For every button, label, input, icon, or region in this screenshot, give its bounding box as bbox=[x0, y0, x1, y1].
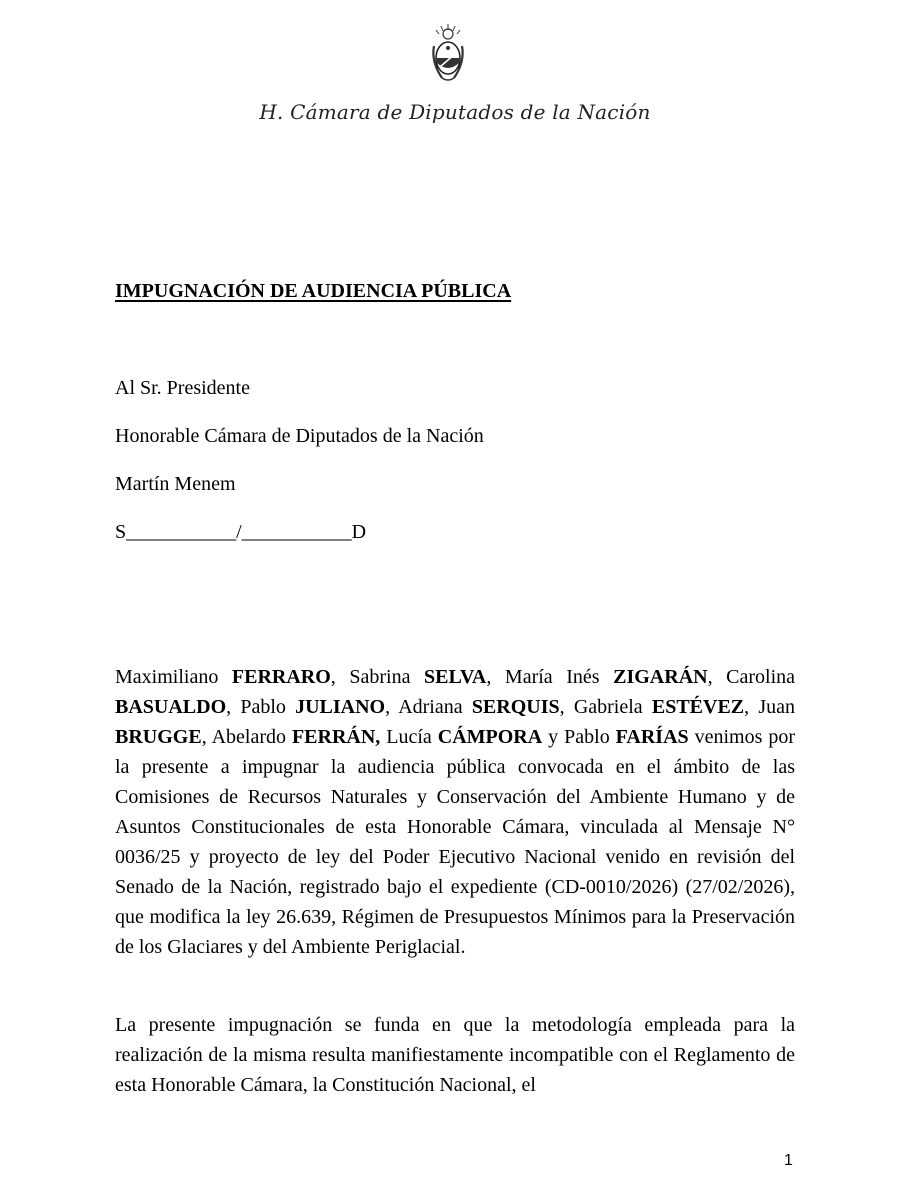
signatory-separator: , bbox=[226, 696, 241, 718]
signatory-first-name: Sabrina bbox=[349, 666, 425, 688]
signatory-surname: ZIGARÁN bbox=[613, 666, 708, 688]
signatory-surname: FERRARO bbox=[231, 666, 331, 688]
signatory-first-name: Abelardo bbox=[211, 726, 292, 748]
signatory-first-name: Adriana bbox=[398, 696, 472, 718]
page-number: 1 bbox=[784, 1152, 793, 1169]
paragraph-1-text: venimos por la presente a impugnar la audiencia pública convocada en el ámbito de las Comisiones de Recursos Naturales y Conservación del Ambiente Humano y de Asuntos Constitucionales de esta Honorable Cámara, vinculada al Mensaje N° 0036/25 y proyecto de ley del Poder Ejecutivo Nacional venido en revisión del Senado de la Nación, registrado bajo el expediente (CD-0010/2026) (27/02/2026), que modifica la ley 26.639, Régimen de Presupuestos Mínimos para la Preservación de los Glaciares y del Ambiente Periglacial. bbox=[115, 726, 796, 958]
signatory-first-name: Pablo bbox=[240, 696, 296, 718]
signatory-surname: SELVA bbox=[424, 666, 487, 688]
signatory-surname: FARÍAS bbox=[615, 726, 689, 748]
signatory-first-name: María Inés bbox=[504, 666, 614, 688]
signatory-first-name: Maximiliano bbox=[115, 666, 232, 688]
signatory-surname: CÁMPORA bbox=[437, 726, 543, 748]
signatory-separator: , bbox=[201, 726, 212, 748]
document-title: IMPUGNACIÓN DE AUDIENCIA PÚBLICA bbox=[115, 280, 512, 302]
signatory-first-name: Carolina bbox=[726, 666, 796, 688]
signatory-surname: BASUALDO bbox=[115, 696, 227, 718]
signatory-separator: y bbox=[542, 726, 565, 748]
body-paragraph-1 bbox=[115, 662, 795, 962]
signatory-separator: , bbox=[707, 666, 727, 688]
signatory-surname: FERRÁN, bbox=[291, 726, 381, 748]
signatory-surname: SERQUIS bbox=[471, 696, 560, 718]
signatory-first-name: Gabriela bbox=[573, 696, 652, 718]
signatory-separator: , bbox=[486, 666, 505, 688]
addressee-line-1: Al Sr. Presidente bbox=[115, 377, 250, 399]
addressee-line-2: Honorable Cámara de Diputados de la Nación bbox=[115, 425, 484, 447]
body-paragraph-2: La presente impugnación se funda en que la metodología empleada para la realización de la misma resulta manifiestamente incompatible con el Reglamento de esta Honorable Cámara, la Constitución Nacional, el bbox=[115, 1014, 795, 1096]
signatory-separator: , bbox=[744, 696, 759, 718]
signatory-separator: , bbox=[330, 666, 350, 688]
signatory-surname: BRUGGE bbox=[115, 726, 202, 748]
addressee-line-4: S___________/___________D bbox=[115, 521, 367, 543]
institution-letterhead: H. Cámara de Diputados de la Nación bbox=[259, 100, 651, 124]
signatory-surname: ESTÉVEZ bbox=[651, 696, 745, 718]
argentine-coat-of-arms-icon bbox=[428, 22, 468, 84]
signatory-surname: JULIANO bbox=[295, 696, 386, 718]
signatory-separator: , bbox=[385, 696, 399, 718]
addressee-line-3: Martín Menem bbox=[115, 473, 236, 495]
signatory-first-name: Pablo bbox=[564, 726, 616, 748]
signatory-separator: , bbox=[559, 696, 574, 718]
signatory-first-name: Lucía bbox=[386, 726, 438, 748]
signatory-first-name: Juan bbox=[758, 696, 796, 718]
